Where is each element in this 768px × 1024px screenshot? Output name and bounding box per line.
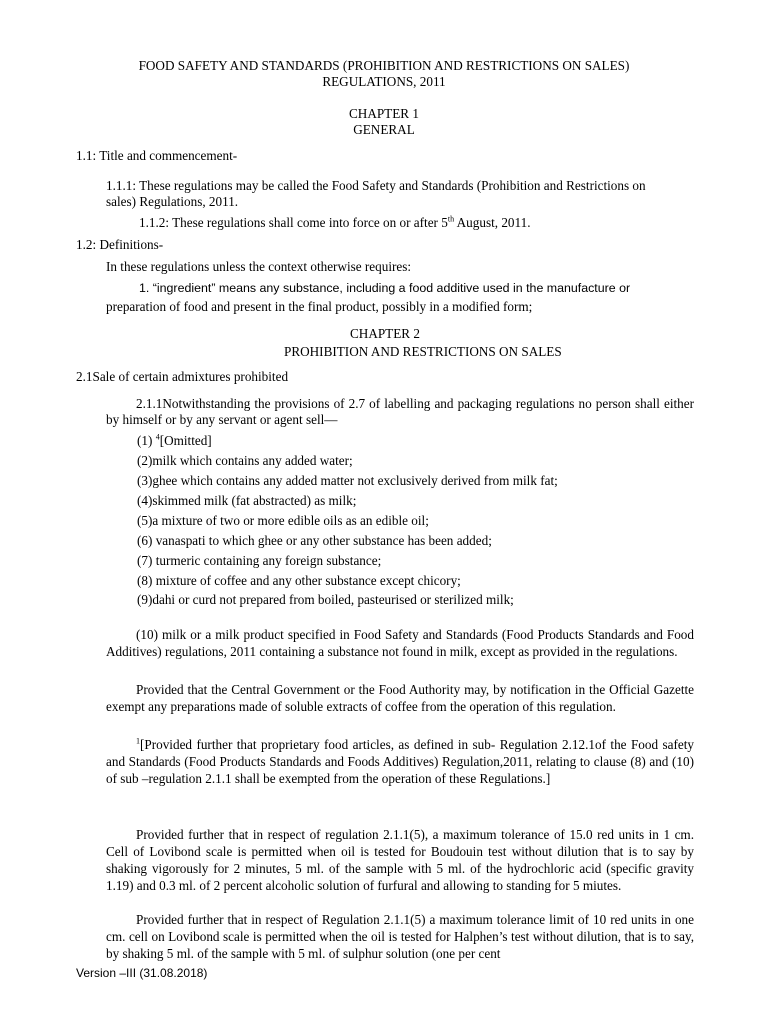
version-footer: Version –III (31.08.2018)	[76, 966, 208, 980]
list-item: (3)ghee which contains any added matter not exclusively derived from milk fat;	[137, 473, 558, 488]
document-title-line1: FOOD SAFETY AND STANDARDS (PROHIBITION AND RESTRICTIONS ON SALES)	[138, 58, 630, 73]
section-1-1-1-line2: sales) Regulations, 2011.	[106, 194, 239, 209]
definitions-intro: In these regulations unless the context otherwise requires:	[106, 259, 412, 274]
list-item: (7) turmeric containing any foreign substance;	[137, 553, 382, 568]
chapter2-heading: CHAPTER 2	[350, 326, 420, 341]
proviso-boudouin-test: Provided further that in respect of regulation 2.1.1(5), a maximum tolerance of 15.0 red units in 1 cm. Cell of Lovibond scale is permitted when oil is tested for Boudouin test without dilution that is to say by shaking vigorously for 2 minutes, 5 ml. of the sample with 5 ml. of the hydrochloric acid (specific gravity 1.19) and 0.3 ml. of 2 percent alcoholic solution of furfural and allowing to standing for 5 miutes.	[106, 827, 694, 893]
proviso-coffee-extracts: Provided that the Central Government or the Food Authority may, by notification in the Official Gazette exempt any preparations made of soluble extracts of coffee from the operation of this regulation.	[106, 682, 694, 714]
list-item: (6) vanaspati to which ghee or any other substance has been added;	[137, 533, 492, 548]
document-title-line2: REGULATIONS, 2011	[322, 74, 446, 89]
list-item: (5)a mixture of two or more edible oils as an edible oil;	[137, 513, 429, 528]
list-item-10: (10) milk or a milk product specified in Food Safety and Standards (Food Products Standards and Food Additives) regulations, 2011 containing a substance not found in milk, except as provided in the regulations.	[106, 627, 694, 659]
section-2-1-heading: 2.1Sale of certain admixtures prohibited	[76, 369, 289, 384]
section-2-1-1: 2.1.1Notwithstanding the provisions of 2.7 of labelling and packaging regulations no person shall either by himself or by any servant or agent sell—	[106, 396, 694, 427]
proviso-proprietary-food: $^1$[Provided further that proprietary food articles, as defined in sub- Regulation 2.12.1of the Food safety and Standards (Food Products Standards and Foods Additives) Regulation,2011, relating to clause (8) and (10) of sub –regulation 2.1.1 shall be exempted from the operation of these Regulations.]	[106, 736, 694, 786]
proviso-halphen-test: Provided further that in respect of Regulation 2.1.1(5) a maximum tolerance limit of 10 red units in one cm. cell on Lovibond scale is permitted when the oil is tested for Halphen’s test without dilution, that is to say, by shaking 5 ml. of the sample with 5 ml. of sulphur solution (one per cent	[106, 912, 694, 961]
list-item: (2)milk which contains any added water;	[137, 453, 353, 468]
list-item: (4)skimmed milk (fat abstracted) as milk;	[137, 493, 357, 508]
list-item: (1) $^4$[Omitted]	[137, 432, 212, 448]
list-item: (9)dahi or curd not prepared from boiled, pasteurised or sterilized milk;	[137, 592, 514, 607]
chapter2-subheading: PROHIBITION AND RESTRICTIONS ON SALES	[284, 344, 562, 359]
section-1-2-heading: 1.2: Definitions-	[76, 237, 164, 252]
chapter1-heading: CHAPTER 1	[349, 106, 419, 121]
list-item: (8) mixture of coffee and any other substance except chicory;	[137, 573, 461, 588]
section-1-1-1-line1: 1.1.1: These regulations may be called the Food Safety and Standards (Prohibition and Restrictions on	[106, 178, 646, 193]
definition-ingredient-line1: 1. “ingredient” means any substance, including a food additive used in the manufacture or	[139, 281, 631, 295]
section-1-1-2: 1.1.2: These regulations shall come into force on or after 5th August, 2011.	[139, 214, 531, 230]
definition-ingredient-line2: preparation of food and present in the final product, possibly in a modified form;	[106, 299, 533, 314]
chapter1-subheading: GENERAL	[353, 122, 415, 137]
section-1-1-heading: 1.1: Title and commencement-	[76, 148, 238, 163]
